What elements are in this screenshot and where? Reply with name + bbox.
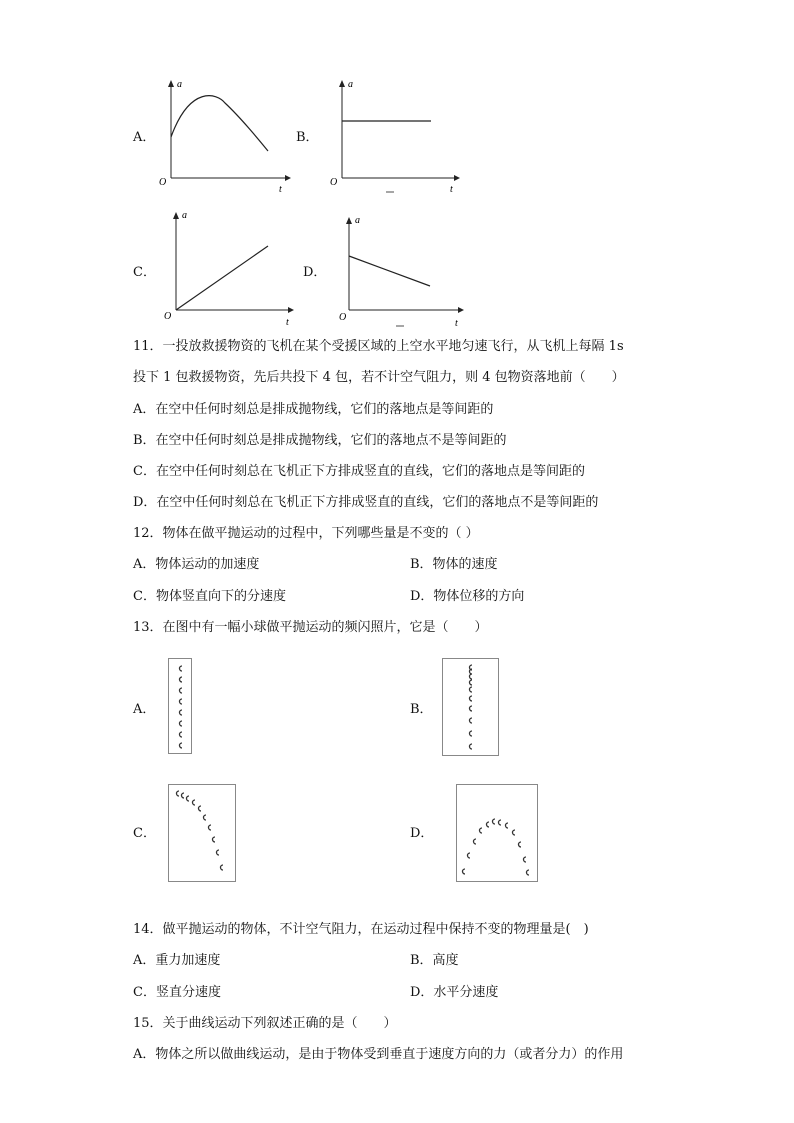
strobe-photo-d: [456, 784, 538, 882]
q11-stem-line2: 投下 1 包救援物资，先后共投下 4 包，若不计空气阻力，则 4 包物资落地前（ ）: [133, 370, 625, 385]
y-axis-label: a: [355, 215, 360, 226]
q14-stem: 14．做平抛运动的物体，不计空气阻力，在运动过程中保持不变的物理量是( ): [133, 922, 589, 937]
q13-option-a-label: A．: [133, 702, 156, 717]
q12-option-a: A．物体运动的加速度: [133, 557, 260, 572]
q14-option-b: B．高度: [410, 953, 459, 968]
origin-label: O: [159, 177, 167, 188]
q13-option-c-label: C．: [133, 826, 156, 841]
q11-option-b: B．在空中任何时刻总是排成抛物线，它们的落地点不是等间距的: [133, 433, 507, 448]
strobe-photo-b: [442, 658, 499, 756]
x-axis-label: t: [279, 184, 282, 195]
origin-label: O: [339, 312, 347, 323]
x-axis-label: t: [455, 318, 458, 329]
q12-stem: 12．物体在做平抛运动的过程中，下列哪些量是不变的（ ）: [133, 526, 479, 541]
ball-sequence-projectile-arc: [457, 785, 537, 881]
q12-option-d: D．物体位移的方向: [410, 589, 525, 604]
origin-label: O: [330, 177, 338, 188]
q13-stem: 13．在图中有一幅小球做平抛运动的频闪照片，它是（ ）: [133, 620, 488, 635]
q14-option-a: A．重力加速度: [133, 953, 221, 968]
ball-sequence-parabolic-fall: [169, 785, 235, 881]
y-axis-label: a: [177, 79, 182, 90]
option-a-label: A．: [133, 130, 156, 145]
ball-sequence-vertical-accelerating: [443, 659, 498, 755]
q13-option-d-label: D．: [410, 826, 434, 841]
q11-stem-line1: 11．一投放救援物资的飞机在某个受援区域的上空水平地匀速飞行，从飞机上每隔 1s: [133, 339, 624, 354]
q15-option-a: A．物体之所以做曲线运动，是由于物体受到垂直于速度方向的力（或者分力）的作用: [133, 1047, 624, 1062]
q13-option-b-label: B．: [410, 702, 433, 717]
y-axis-label: a: [182, 210, 187, 221]
q11-option-c: C．在空中任何时刻总在飞机正下方排成竖直的直线，它们的落地点是等间距的: [133, 464, 585, 479]
strobe-photo-a: [168, 658, 192, 754]
ball-sequence-vertical-even: [169, 659, 191, 753]
q11-option-a: A．在空中任何时刻总是排成抛物线，它们的落地点是等间距的: [133, 402, 494, 417]
option-c-label: C．: [133, 265, 156, 280]
strobe-photo-c: [168, 784, 236, 882]
origin-label: O: [164, 311, 172, 322]
q12-option-b: B．物体的速度: [410, 557, 498, 572]
q15-stem: 15．关于曲线运动下列叙述正确的是（ ）: [133, 1016, 397, 1031]
q14-option-d: D．水平分速度: [410, 985, 499, 1000]
graph-d-linear-decreasing: [333, 210, 473, 335]
x-axis-label: t: [450, 184, 453, 195]
q12-option-c: C．物体竖直向下的分速度: [133, 589, 286, 604]
graph-a-curve: [155, 75, 295, 195]
option-d-label: D．: [303, 265, 327, 280]
graph-b-constant: [326, 75, 466, 200]
y-axis-label: a: [348, 79, 353, 90]
q14-option-c: C．竖直分速度: [133, 985, 221, 1000]
graph-c-linear-increasing: [160, 205, 300, 330]
q11-option-d: D．在空中任何时刻总在飞机正下方排成竖直的直线，它们的落地点不是等间距的: [133, 495, 599, 510]
option-b-label: B．: [296, 130, 319, 145]
x-axis-label: t: [286, 317, 289, 328]
